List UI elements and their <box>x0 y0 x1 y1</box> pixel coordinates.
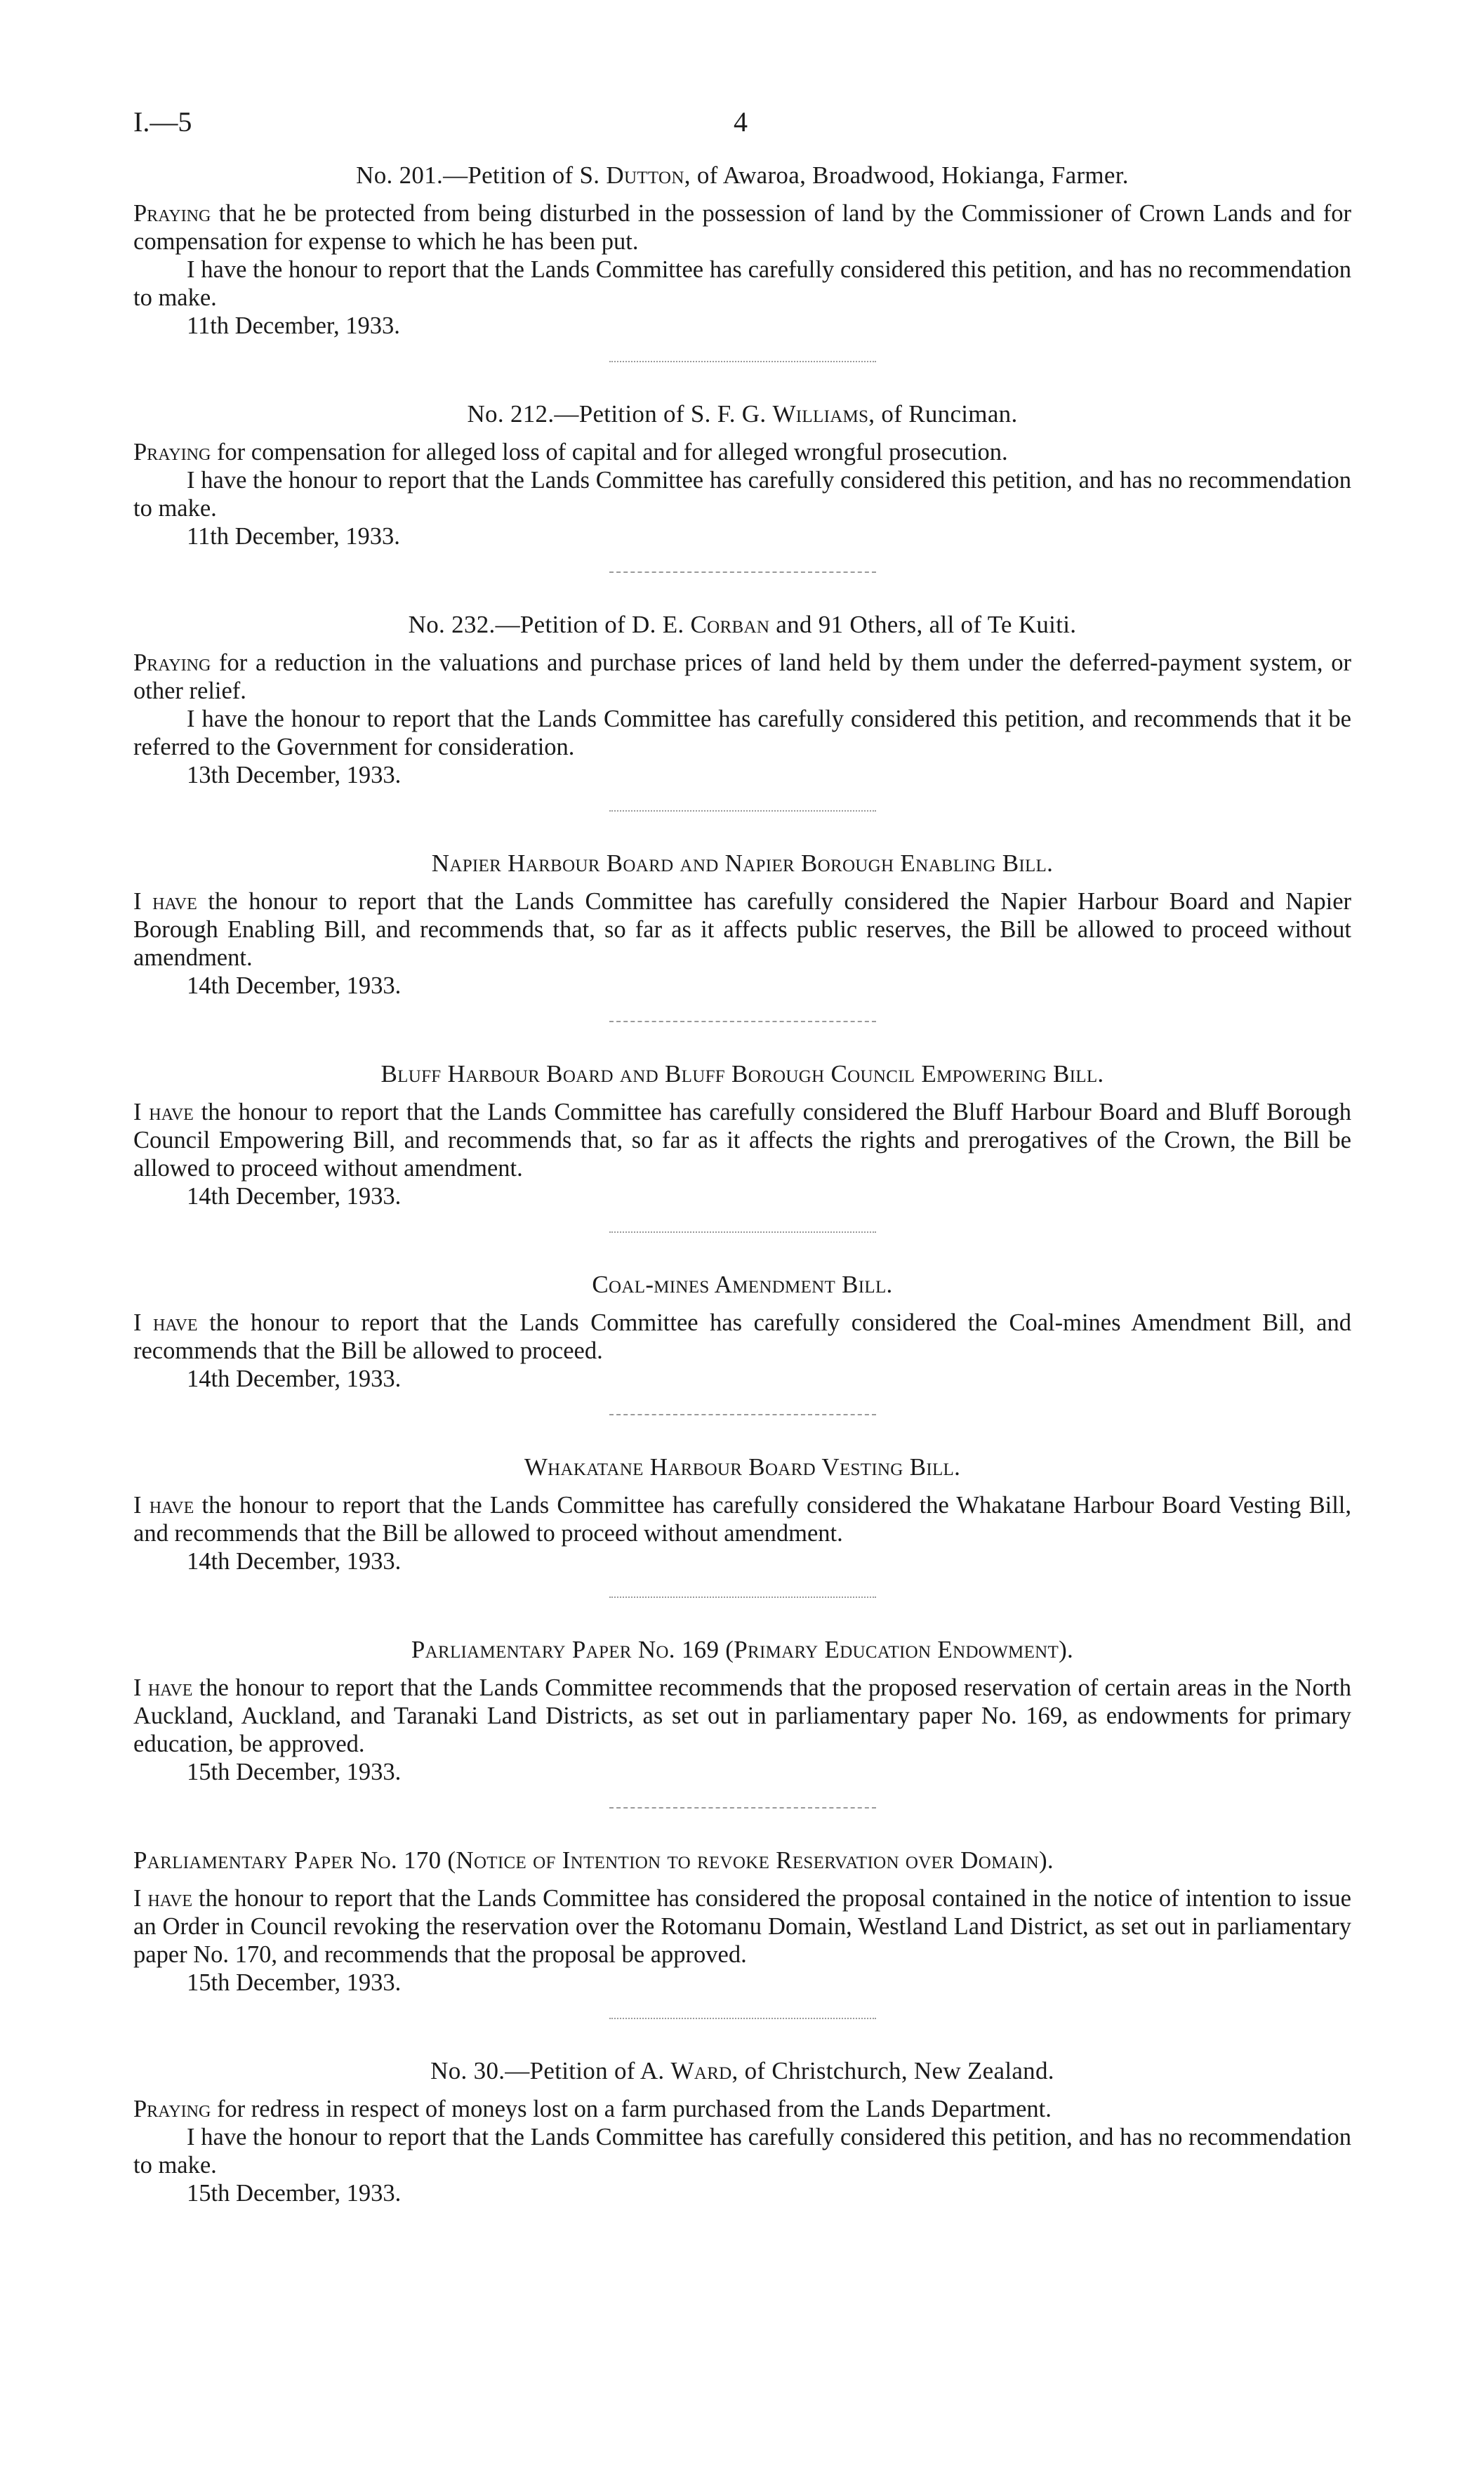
lead-word: Praying <box>133 200 211 227</box>
title-text: , of Christchurch, New Zealand. <box>731 2057 1054 2084</box>
report-date: 11th December, 1933. <box>187 523 400 550</box>
section-title <box>133 400 1351 428</box>
title-text: , of Awaroa, Broadwood, Hokianga, Farmer. <box>684 161 1129 189</box>
section-title <box>133 161 1351 190</box>
title-text: and 91 Others, all of Te Kuiti. <box>769 611 1077 638</box>
report-section <box>133 1271 1351 1415</box>
committee-report: I have the honour to report that the Lands Committee has carefully considered this petition, and has no recommendation to make. <box>133 467 1351 522</box>
report-date: 15th December, 1933. <box>187 1759 402 1785</box>
petition-prayer <box>133 1674 1351 1758</box>
section-divider <box>609 810 876 812</box>
lead-word: I have <box>133 1492 194 1519</box>
section-title <box>133 1453 1351 1481</box>
prayer-text: the honour to report that the Lands Committee has carefully considered the Napier Harbour Board and Napier Borough Enabling Bill, and recommends that, so far as it affects public reserves, the Bill be allowed to proceed without amendment. <box>133 888 1351 971</box>
report-section <box>133 161 1351 362</box>
section-title <box>133 1636 1351 1664</box>
report-section <box>133 1846 1351 2019</box>
section-divider <box>609 1807 876 1809</box>
section-divider <box>609 361 876 362</box>
lead-word: I have <box>133 1885 193 1912</box>
title-text: No. 232.—Petition of D. E. <box>408 611 691 638</box>
prayer-text: for compensation for alleged loss of capital and for alleged wrongful prosecution. <box>211 439 1008 465</box>
title-text: Dutton <box>606 161 684 189</box>
report-date: 14th December, 1933. <box>187 1366 402 1392</box>
report-date: 15th December, 1933. <box>187 1969 402 1996</box>
lead-word: Praying <box>133 439 211 465</box>
petition-prayer <box>133 1098 1351 1182</box>
prayer-text: that he be protected from being disturbed in the possession of land by the Commissioner of Crown Lands and for compensation for expense to which he has been put. <box>133 200 1351 255</box>
prayer-text: the honour to report that the Lands Committee has carefully considered the Coal-mines Amendment Bill, and recommends that the Bill be allowed to proceed. <box>133 1309 1351 1364</box>
report-section <box>133 850 1351 1022</box>
page-number: 4 <box>734 106 748 138</box>
prayer-text: the honour to report that the Lands Committee recommends that the proposed reservation of certain areas in the North Auckland, Auckland, and Taranaki Land Districts, as set out in parliamentary paper No. 169, as endowments for primary education, be approved. <box>133 1674 1351 1757</box>
section-divider <box>609 1021 876 1022</box>
report-section <box>133 400 1351 573</box>
report-section <box>133 611 1351 812</box>
title-text: No. 201.—Petition of S. <box>356 161 607 189</box>
lead-word: Praying <box>133 2096 211 2122</box>
prayer-text: the honour to report that the Lands Committee has carefully considered the Bluff Harbour Board and Bluff Borough Council Empowering Bill, and recommends that, so far as it affects the rights and prerogatives of the Crown, the Bill be allowed to proceed without amendment. <box>133 1099 1351 1182</box>
title-text: Napier Harbour Board and Napier Borough Enabling Bill. <box>431 850 1054 877</box>
prayer-text: for a reduction in the valuations and purchase prices of land held by them under the deferred-payment system, or other relief. <box>133 649 1351 704</box>
report-date: 13th December, 1933. <box>187 762 402 788</box>
section-title <box>133 1060 1351 1088</box>
report-date: 14th December, 1933. <box>187 1548 402 1575</box>
report-date: 11th December, 1933. <box>187 312 400 339</box>
report-date: 14th December, 1933. <box>187 1183 402 1210</box>
petition-prayer <box>133 1309 1351 1365</box>
report-date: 15th December, 1933. <box>187 2180 402 2207</box>
title-text: Parliamentary Paper No. 169 (Primary Education Endowment). <box>411 1636 1074 1663</box>
committee-report: I have the honour to report that the Lands Committee has carefully considered this petition, and has no recommendation to make. <box>133 2124 1351 2179</box>
title-text: Williams <box>772 400 869 428</box>
prayer-text: the honour to report that the Lands Committee has carefully considered the Whakatane Harbour Board Vesting Bill, and recommends that the Bill be allowed to proceed without amendment. <box>133 1492 1351 1547</box>
prayer-text: the honour to report that the Lands Committee has considered the proposal contained in the notice of intention to issue an Order in Council revoking the reservation over the Rotomanu Domain, Westland Land District, as set out in parliamentary paper No. 170, and recommends that the proposal be approved. <box>133 1885 1351 1968</box>
section-title <box>133 850 1351 878</box>
report-section <box>133 1636 1351 1809</box>
section-title <box>133 1271 1351 1299</box>
section-divider <box>609 1414 876 1415</box>
title-text: Corban <box>690 611 770 638</box>
lead-word: I have <box>133 1309 198 1336</box>
document-reference: I.—5 <box>133 106 192 138</box>
lead-word: I have <box>133 1099 194 1125</box>
title-text: Whakatane Harbour Board Vesting Bill. <box>524 1453 961 1481</box>
prayer-text: for redress in respect of moneys lost on a farm purchased from the Lands Department. <box>211 2096 1052 2122</box>
title-text: Bluff Harbour Board and Bluff Borough Council Empowering Bill. <box>380 1060 1104 1088</box>
title-text: No. 212.—Petition of S. F. G. <box>467 400 773 428</box>
section-divider <box>609 571 876 573</box>
lead-word: Praying <box>133 649 211 676</box>
lead-word: I have <box>133 888 197 915</box>
title-text: No. 30.—Petition of A. <box>430 2057 671 2084</box>
petition-prayer <box>133 649 1351 705</box>
report-section <box>133 1060 1351 1233</box>
committee-report: I have the honour to report that the Lands Committee has carefully considered this petition, and recommends that it be referred to the Government for consideration. <box>133 706 1351 760</box>
section-title <box>133 1846 1351 1875</box>
report-date: 14th December, 1933. <box>187 972 402 999</box>
title-text: Coal-mines Amendment Bill. <box>592 1271 893 1298</box>
section-title <box>133 2057 1351 2085</box>
petition-prayer <box>133 1491 1351 1547</box>
petition-prayer <box>133 2095 1351 2123</box>
committee-report: I have the honour to report that the Lands Committee has carefully considered this petition, and has no recommendation to make. <box>133 256 1351 311</box>
petition-prayer <box>133 438 1351 466</box>
title-text: Parliamentary Paper No. 170 (Notice of Intention to revoke Reservation over Domain). <box>133 1846 1054 1874</box>
petition-prayer <box>133 1884 1351 1969</box>
section-divider <box>609 2018 876 2019</box>
title-text: Ward <box>670 2057 732 2084</box>
report-section <box>133 1453 1351 1598</box>
title-text: , of Runciman. <box>868 400 1018 428</box>
lead-word: I have <box>133 1674 193 1701</box>
report-section <box>133 2057 1351 2207</box>
section-divider <box>609 1231 876 1233</box>
petition-prayer <box>133 199 1351 256</box>
petition-prayer <box>133 887 1351 972</box>
document-body <box>133 161 1351 2207</box>
section-title <box>133 611 1351 639</box>
section-divider <box>609 1597 876 1598</box>
